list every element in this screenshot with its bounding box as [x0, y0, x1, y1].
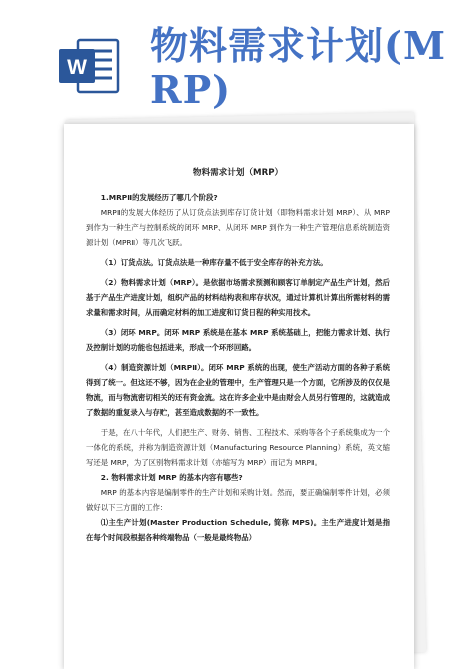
paragraph-mrp2-overview: MRPⅡ的发展大体经历了从订货点法到库存订货计划（即物料需求计划 MRP）、从 MRP 到作为一种生产与控制系统的闭环 MRP、从闭环 MRP 到作为一种生产管理信息系统制造资源计划（MPRⅡ）等几次飞跃。	[86, 208, 390, 247]
paragraph-mrp-content: MRP 的基本内容是编制零件的生产计划和采购计划。然而，要正确编制零件计划，必须做好以下三方面的工作：	[86, 488, 390, 512]
question-heading-2: 2. 物料需求计划 MRP 的基本内容有哪些?	[100, 473, 243, 482]
item-master-production-schedule: ⑴主生产计划(Master Production Schedule, 简称 MPS)。主生产进度计划是指在每个时间段根据各种终端物品（一般是最终物品）	[86, 518, 390, 542]
question-heading-1: 1.MRPⅡ的发展经历了哪几个阶段?	[100, 193, 218, 202]
document-title: 物料需求计划（MRP）	[192, 168, 284, 178]
stage-mrp2: （4）制造资源计划（MRPⅡ）。闭环 MRP 系统的出现，使生产活动方面的各种子系统得到了统一。但这还不够，因为在企业的管理中，生产管理只是一个方面，它所涉及的仅仅是物流，而与物流密切相关的还有资金流。这在许多企业中是由财会人员另行管理的，这就造成了数据的重复录入与存贮，甚至造成数据的不一致性。	[86, 363, 390, 417]
banner-title-line2: RP)	[150, 67, 232, 112]
stage-closed-loop-mrp: （3）闭环 MRP。闭环 MRP 系统是在基本 MRP 系统基础上，把能力需求计划、执行及控制计划的功能也包括进来，形成一个环形回路。	[86, 328, 390, 352]
paragraph-mrp2-definition: 于是，在八十年代，人们把生产、财务、销售、工程技术、采购等各个子系统集成为一个一体化的系统，并称为制造资源计划（Manufacturing Resource Planning）系统，英文缩写还是 MRP，为了区别物料需求计划（亦缩写为 MRP）而记为 MRPⅡ。	[86, 428, 390, 467]
banner-title-line1: 物料需求计划(M	[150, 23, 447, 68]
banner-title	[150, 24, 470, 112]
banner	[0, 0, 474, 118]
word-document-icon	[58, 37, 120, 95]
stage-mrp: （2）物料需求计划（MRP）。是依据市场需求预测和顾客订单制定产品生产计划，然后基于产品生产进度计划，组织产品的材料结构表和库存状况，通过计算机计算出所需材料的需求量和需求时间，从而确定材料的加工进度和订货日程的种实用技术。	[86, 278, 390, 317]
document-page	[64, 124, 414, 669]
stage-order-point: （1）订货点法。订货点法是一种库存量不低于安全库存的补充方法。	[100, 258, 328, 267]
document-body	[86, 166, 390, 545]
word-icon-letter: W	[67, 56, 87, 79]
